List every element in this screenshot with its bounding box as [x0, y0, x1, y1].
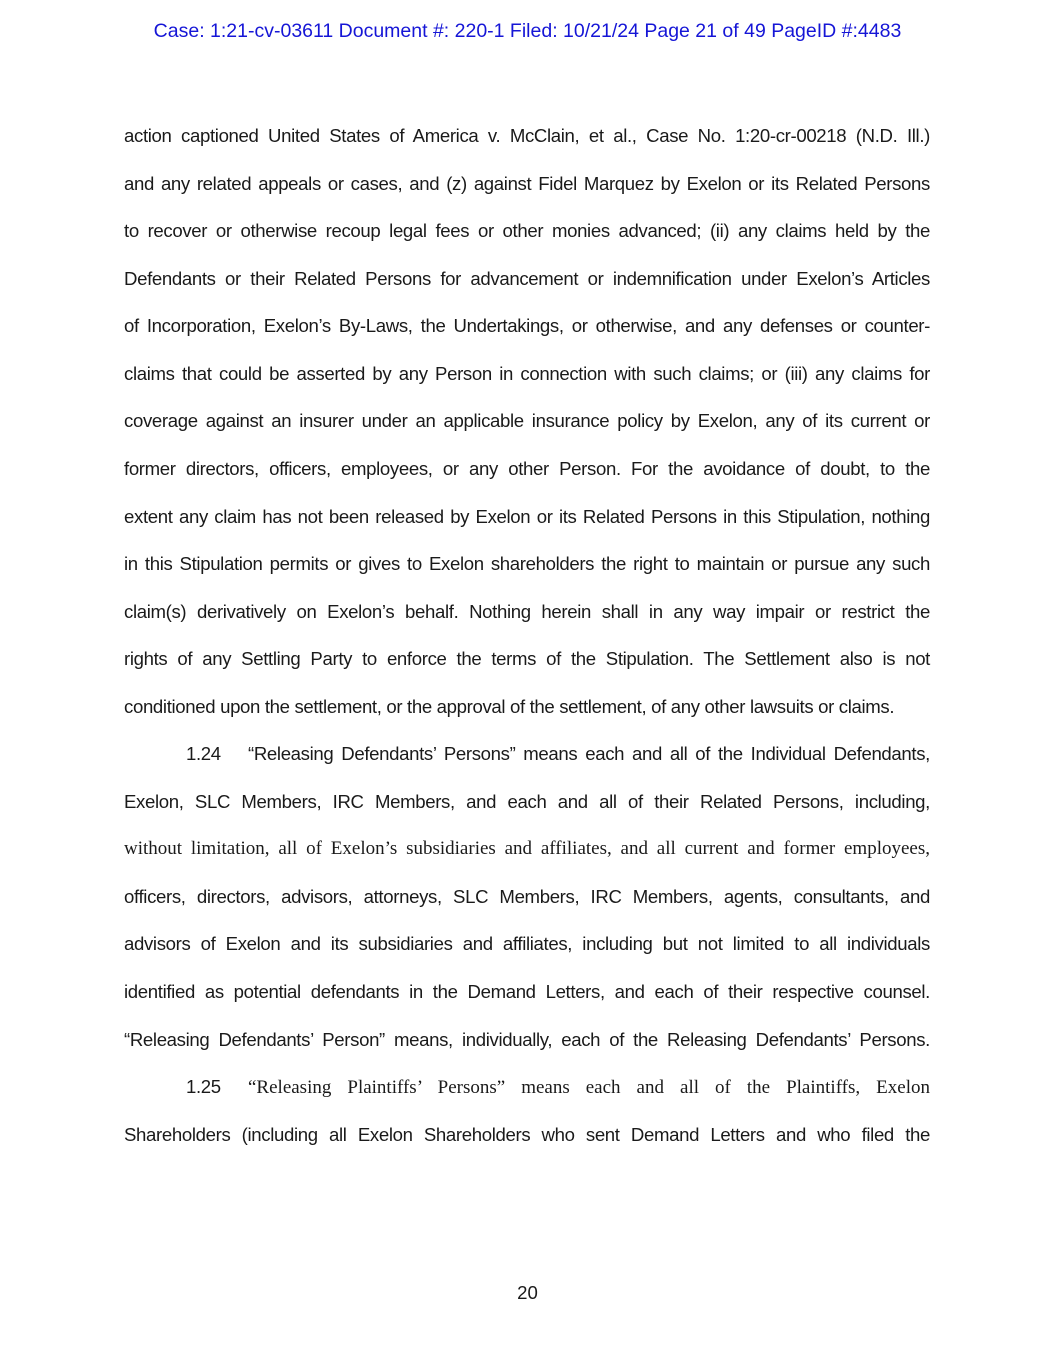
section-number: 1.25: [186, 1076, 221, 1097]
section-number: 1.24: [186, 743, 221, 764]
body-line: Defendants or their Related Persons for advancement or indemnification under Exelon’s Articles: [124, 268, 930, 289]
body-line: officers, directors, advisors, attorneys, SLC Members, IRC Members, agents, consultants, and: [124, 886, 930, 907]
body-line: former directors, officers, employees, or any other Person. For the avoidance of doubt, to the: [124, 458, 930, 479]
body-line: coverage against an insurer under an applicable insurance policy by Exelon, any of its current or: [124, 410, 930, 431]
body-line: conditioned upon the settlement, or the approval of the settlement, of any other lawsuits or claims.: [124, 696, 895, 717]
body-line: in this Stipulation permits or gives to Exelon shareholders the right to maintain or pursue any such: [124, 553, 930, 574]
body-line: identified as potential defendants in the Demand Letters, and each of their respective counsel.: [124, 981, 930, 1002]
body-line: without limitation, all of Exelon’s subsidiaries and affiliates, and all current and former employees,: [124, 838, 930, 859]
case-header-stamp: Case: 1:21-cv-03611 Document #: 220-1 Filed: 10/21/24 Page 21 of 49 PageID #:4483: [153, 20, 902, 42]
body-line: “Releasing Defendants’ Person” means, individually, each of the Releasing Defendants’ Persons.: [124, 1029, 930, 1050]
definition-text: “Releasing Plaintiffs’ Persons” means each and all of the Plaintiffs, Exelon: [248, 1077, 930, 1098]
definition-text: “Releasing Defendants’ Persons” means each and all of the Individual Defendants,: [248, 743, 930, 764]
body-line: of Incorporation, Exelon’s By-Laws, the Undertakings, or otherwise, and any defenses or counter-: [124, 315, 930, 336]
body-line: Shareholders (including all Exelon Shareholders who sent Demand Letters and who filed the: [124, 1124, 930, 1145]
body-line: rights of any Settling Party to enforce the terms of the Stipulation. The Settlement also is not: [124, 648, 930, 669]
body-line: Exelon, SLC Members, IRC Members, and each and all of their Related Persons, including,: [124, 791, 930, 812]
body-line: to recover or otherwise recoup legal fees or other monies advanced; (ii) any claims held by the: [124, 220, 930, 241]
body-line: claim(s) derivatively on Exelon’s behalf. Nothing herein shall in any way impair or restrict the: [124, 601, 930, 622]
section-1-25-heading-line: [186, 1075, 930, 1100]
body-line: action captioned United States of America v. McClain, et al., Case No. 1:20-cr-00218 (N.D. Ill.): [124, 125, 930, 146]
body-line: extent any claim has not been released by Exelon or its Related Persons in this Stipulation, nothing: [124, 506, 930, 527]
body-line: claims that could be asserted by any Person in connection with such claims; or (iii) any claims for: [124, 363, 930, 384]
section-1-24-heading-line: [186, 742, 930, 766]
body-line: advisors of Exelon and its subsidiaries and affiliates, including but not limited to all individuals: [124, 933, 930, 954]
body-line: and any related appeals or cases, and (z) against Fidel Marquez by Exelon or its Related Persons: [124, 173, 930, 194]
page-number: 20: [517, 1282, 538, 1303]
